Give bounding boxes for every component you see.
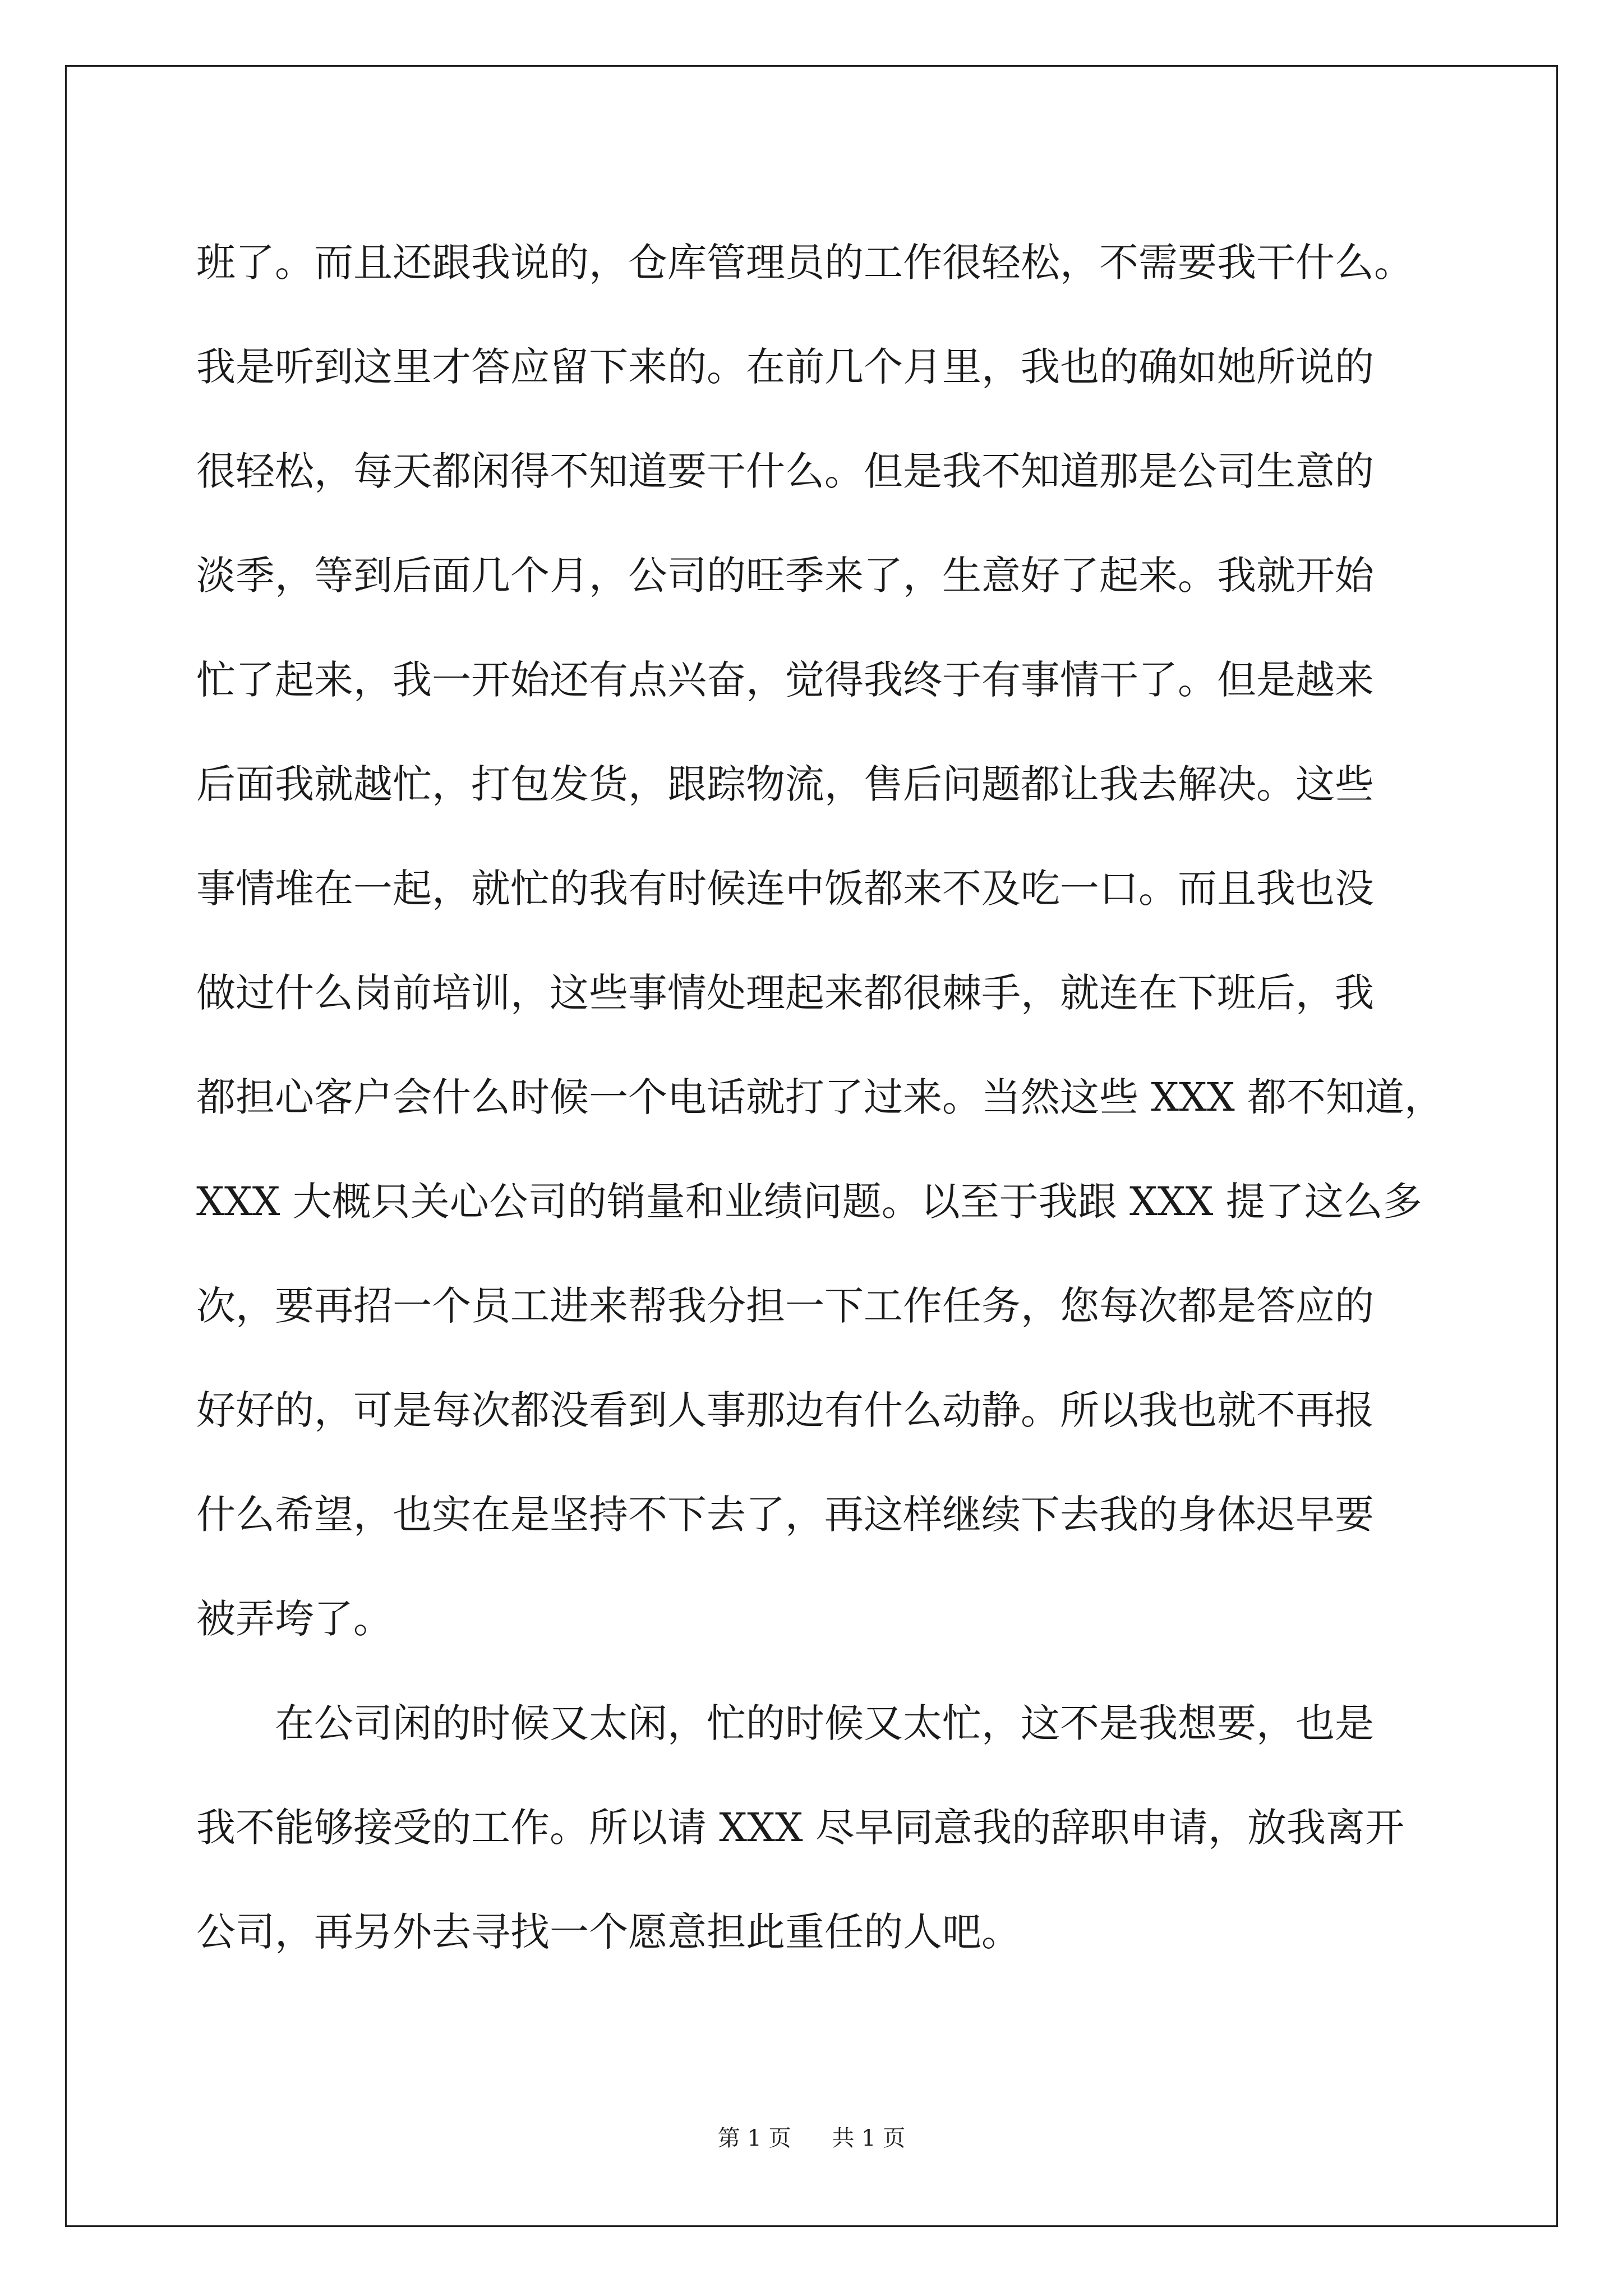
page-number: 第 1 页 bbox=[717, 2125, 791, 2151]
text-line: 忙了起来，我一开始还有点兴奋，觉得我终于有事情干了。但是越来 bbox=[196, 657, 1374, 703]
text-line: 公司，再另外去寻找一个愿意担此重任的人吧。 bbox=[196, 1909, 1021, 1955]
page-total: 共 1 页 bbox=[832, 2125, 906, 2151]
text-line: 我不能够接受的工作。所以请 XXX 尽早同意我的辞职申请，放我离开 bbox=[196, 1805, 1405, 1851]
text-line: 做过什么岗前培训，这些事情处理起来都很棘手，就连在下班后，我 bbox=[196, 970, 1374, 1016]
text-line: 后面我就越忙，打包发货，跟踪物流，售后问题都让我去解决。这些 bbox=[196, 761, 1374, 807]
text-line: 被弄垮了。 bbox=[196, 1596, 393, 1642]
text-line: 都担心客户会什么时候一个电话就打了过来。当然这些 XXX 都不知道， bbox=[196, 1074, 1444, 1120]
text-line: 好好的，可是每次都没看到人事那边有什么动静。所以我也就不再报 bbox=[196, 1387, 1374, 1433]
page-footer bbox=[0, 2120, 1623, 2152]
text-line: 事情堆在一起，就忙的我有时候连中饭都来不及吃一口。而且我也没 bbox=[196, 866, 1374, 912]
text-line: 在公司闲的时候又太闲，忙的时候又太忙，这不是我想要，也是 bbox=[196, 1700, 1374, 1746]
document-body bbox=[196, 210, 1453, 1984]
text-line: 什么希望，也实在是坚持不下去了，再这样继续下去我的身体迟早要 bbox=[196, 1492, 1374, 1538]
text-line: 我是听到这里才答应留下来的。在前几个月里，我也的确如她所说的 bbox=[196, 344, 1374, 390]
text-line: 班了。而且还跟我说的，仓库管理员的工作很轻松，不需要我干什么。 bbox=[196, 240, 1413, 286]
text-line: 很轻松，每天都闲得不知道要干什么。但是我不知道那是公司生意的 bbox=[196, 448, 1374, 494]
text-line: 淡季，等到后面几个月，公司的旺季来了，生意好了起来。我就开始 bbox=[196, 553, 1374, 599]
text-line: XXX 大概只关心公司的销量和业绩问题。以至于我跟 XXX 提了这么多 bbox=[196, 1179, 1422, 1225]
text-line: 次，要再招一个员工进来帮我分担一下工作任务，您每次都是答应的 bbox=[196, 1283, 1374, 1329]
